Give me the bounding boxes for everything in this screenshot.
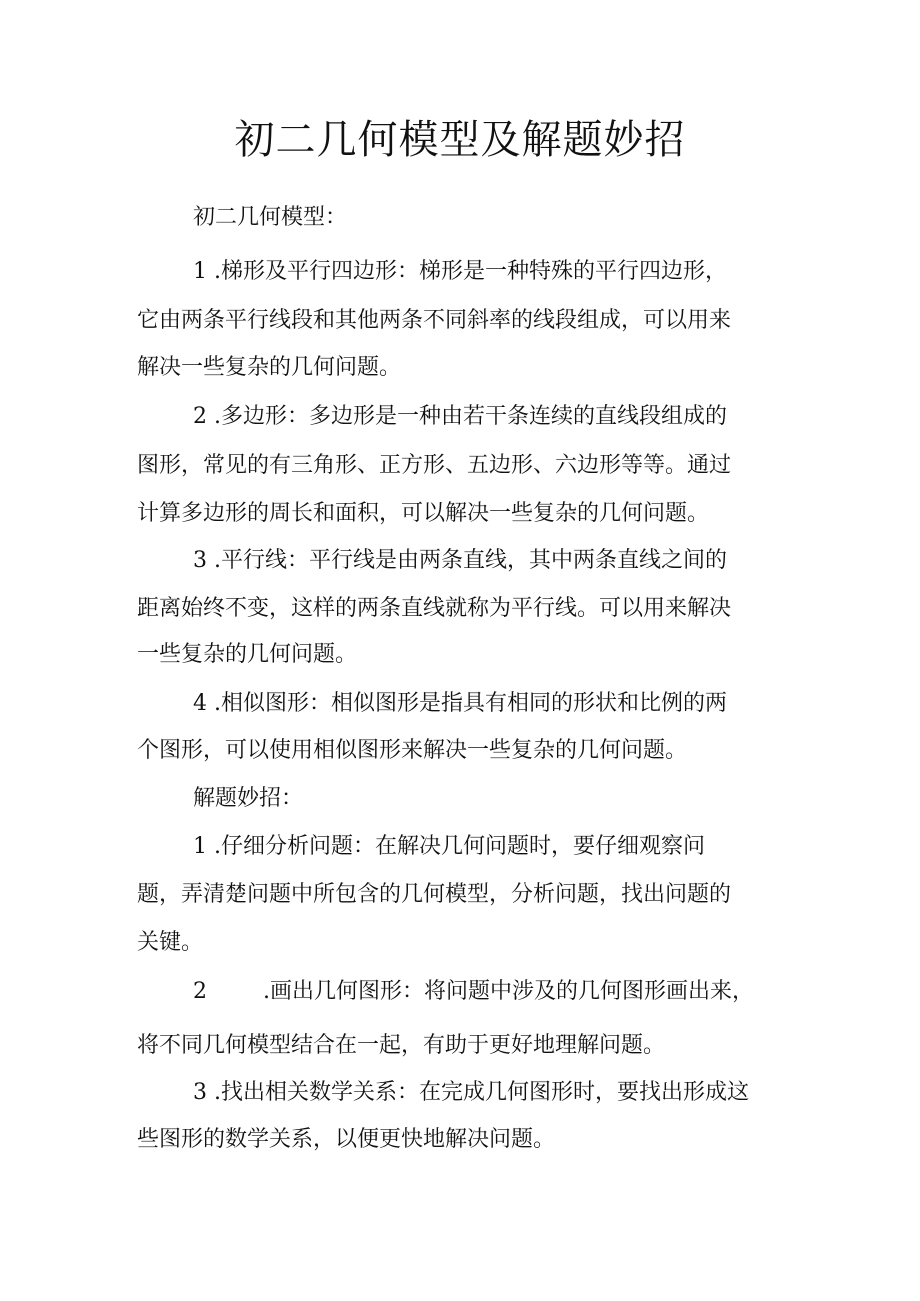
item-number: 4 — [193, 691, 207, 716]
item-text: .多边形：多边形是一种由若干条连续的直线段组成的 — [207, 404, 727, 429]
list-item-first-line — [193, 256, 727, 288]
list-item-line: 将不同几何模型结合在一起，有助于更好地理解问题。 — [137, 1033, 666, 1058]
list-item-line: 个图形，可以使用相似图形来解决一些复杂的几何问题。 — [137, 738, 688, 763]
item-text: .梯形及平行四边形：梯形是一种特殊的平行四边形， — [207, 259, 727, 284]
list-item-line: 计算多边形的周长和面积，可以解决一些复杂的几何问题。 — [137, 501, 710, 526]
item-number: 1 — [193, 259, 207, 284]
list-item-line: 一些复杂的几何问题。 — [137, 642, 358, 667]
item-number: 3 — [193, 548, 207, 573]
item-text: .找出相关数学关系：在完成几何图形时，要找出形成这 — [207, 1080, 749, 1105]
list-item-line: 解决一些复杂的几何问题。 — [137, 355, 402, 380]
list-item-first-line — [193, 401, 727, 433]
list-item-first-line — [193, 1077, 749, 1109]
section-heading-models: 初二几何模型： — [193, 205, 348, 230]
list-item-line: 关键。 — [137, 930, 204, 955]
item-number: 3 — [193, 1080, 207, 1105]
item-number: 1 — [193, 834, 207, 859]
list-item-line: 它由两条平行线段和其他两条不同斜率的线段组成，可以用来 — [137, 308, 732, 333]
list-item-line: 题，弄清楚问题中所包含的几何模型，分析问题，找出问题的 — [137, 882, 732, 907]
list-item-first-line — [193, 545, 727, 577]
list-item-line: 距离始终不变，这样的两条直线就称为平行线。可以用来解决 — [137, 596, 732, 621]
list-item-line: 些图形的数学关系，以便更快地解决问题。 — [137, 1127, 556, 1152]
item-text: .画出几何图形：将问题中涉及的几何图形画出来， — [263, 979, 754, 1004]
item-text: .相似图形：相似图形是指具有相同的形状和比例的两 — [207, 691, 727, 716]
page-title: 初二几何模型及解题妙招 — [234, 117, 686, 163]
item-text: .平行线：平行线是由两条直线，其中两条直线之间的 — [207, 548, 727, 573]
list-item-first-line — [193, 976, 754, 1008]
item-number: 2 — [193, 404, 207, 429]
section-heading-tips: 解题妙招： — [193, 786, 304, 811]
list-item-line: 图形，常见的有三角形、正方形、五边形、六边形等等。通过 — [137, 453, 732, 478]
item-number: 2 — [193, 979, 207, 1004]
list-item-first-line — [193, 831, 705, 863]
item-text: .仔细分析问题：在解决几何问题时，要仔细观察问 — [207, 834, 705, 859]
list-item-first-line — [193, 688, 727, 720]
